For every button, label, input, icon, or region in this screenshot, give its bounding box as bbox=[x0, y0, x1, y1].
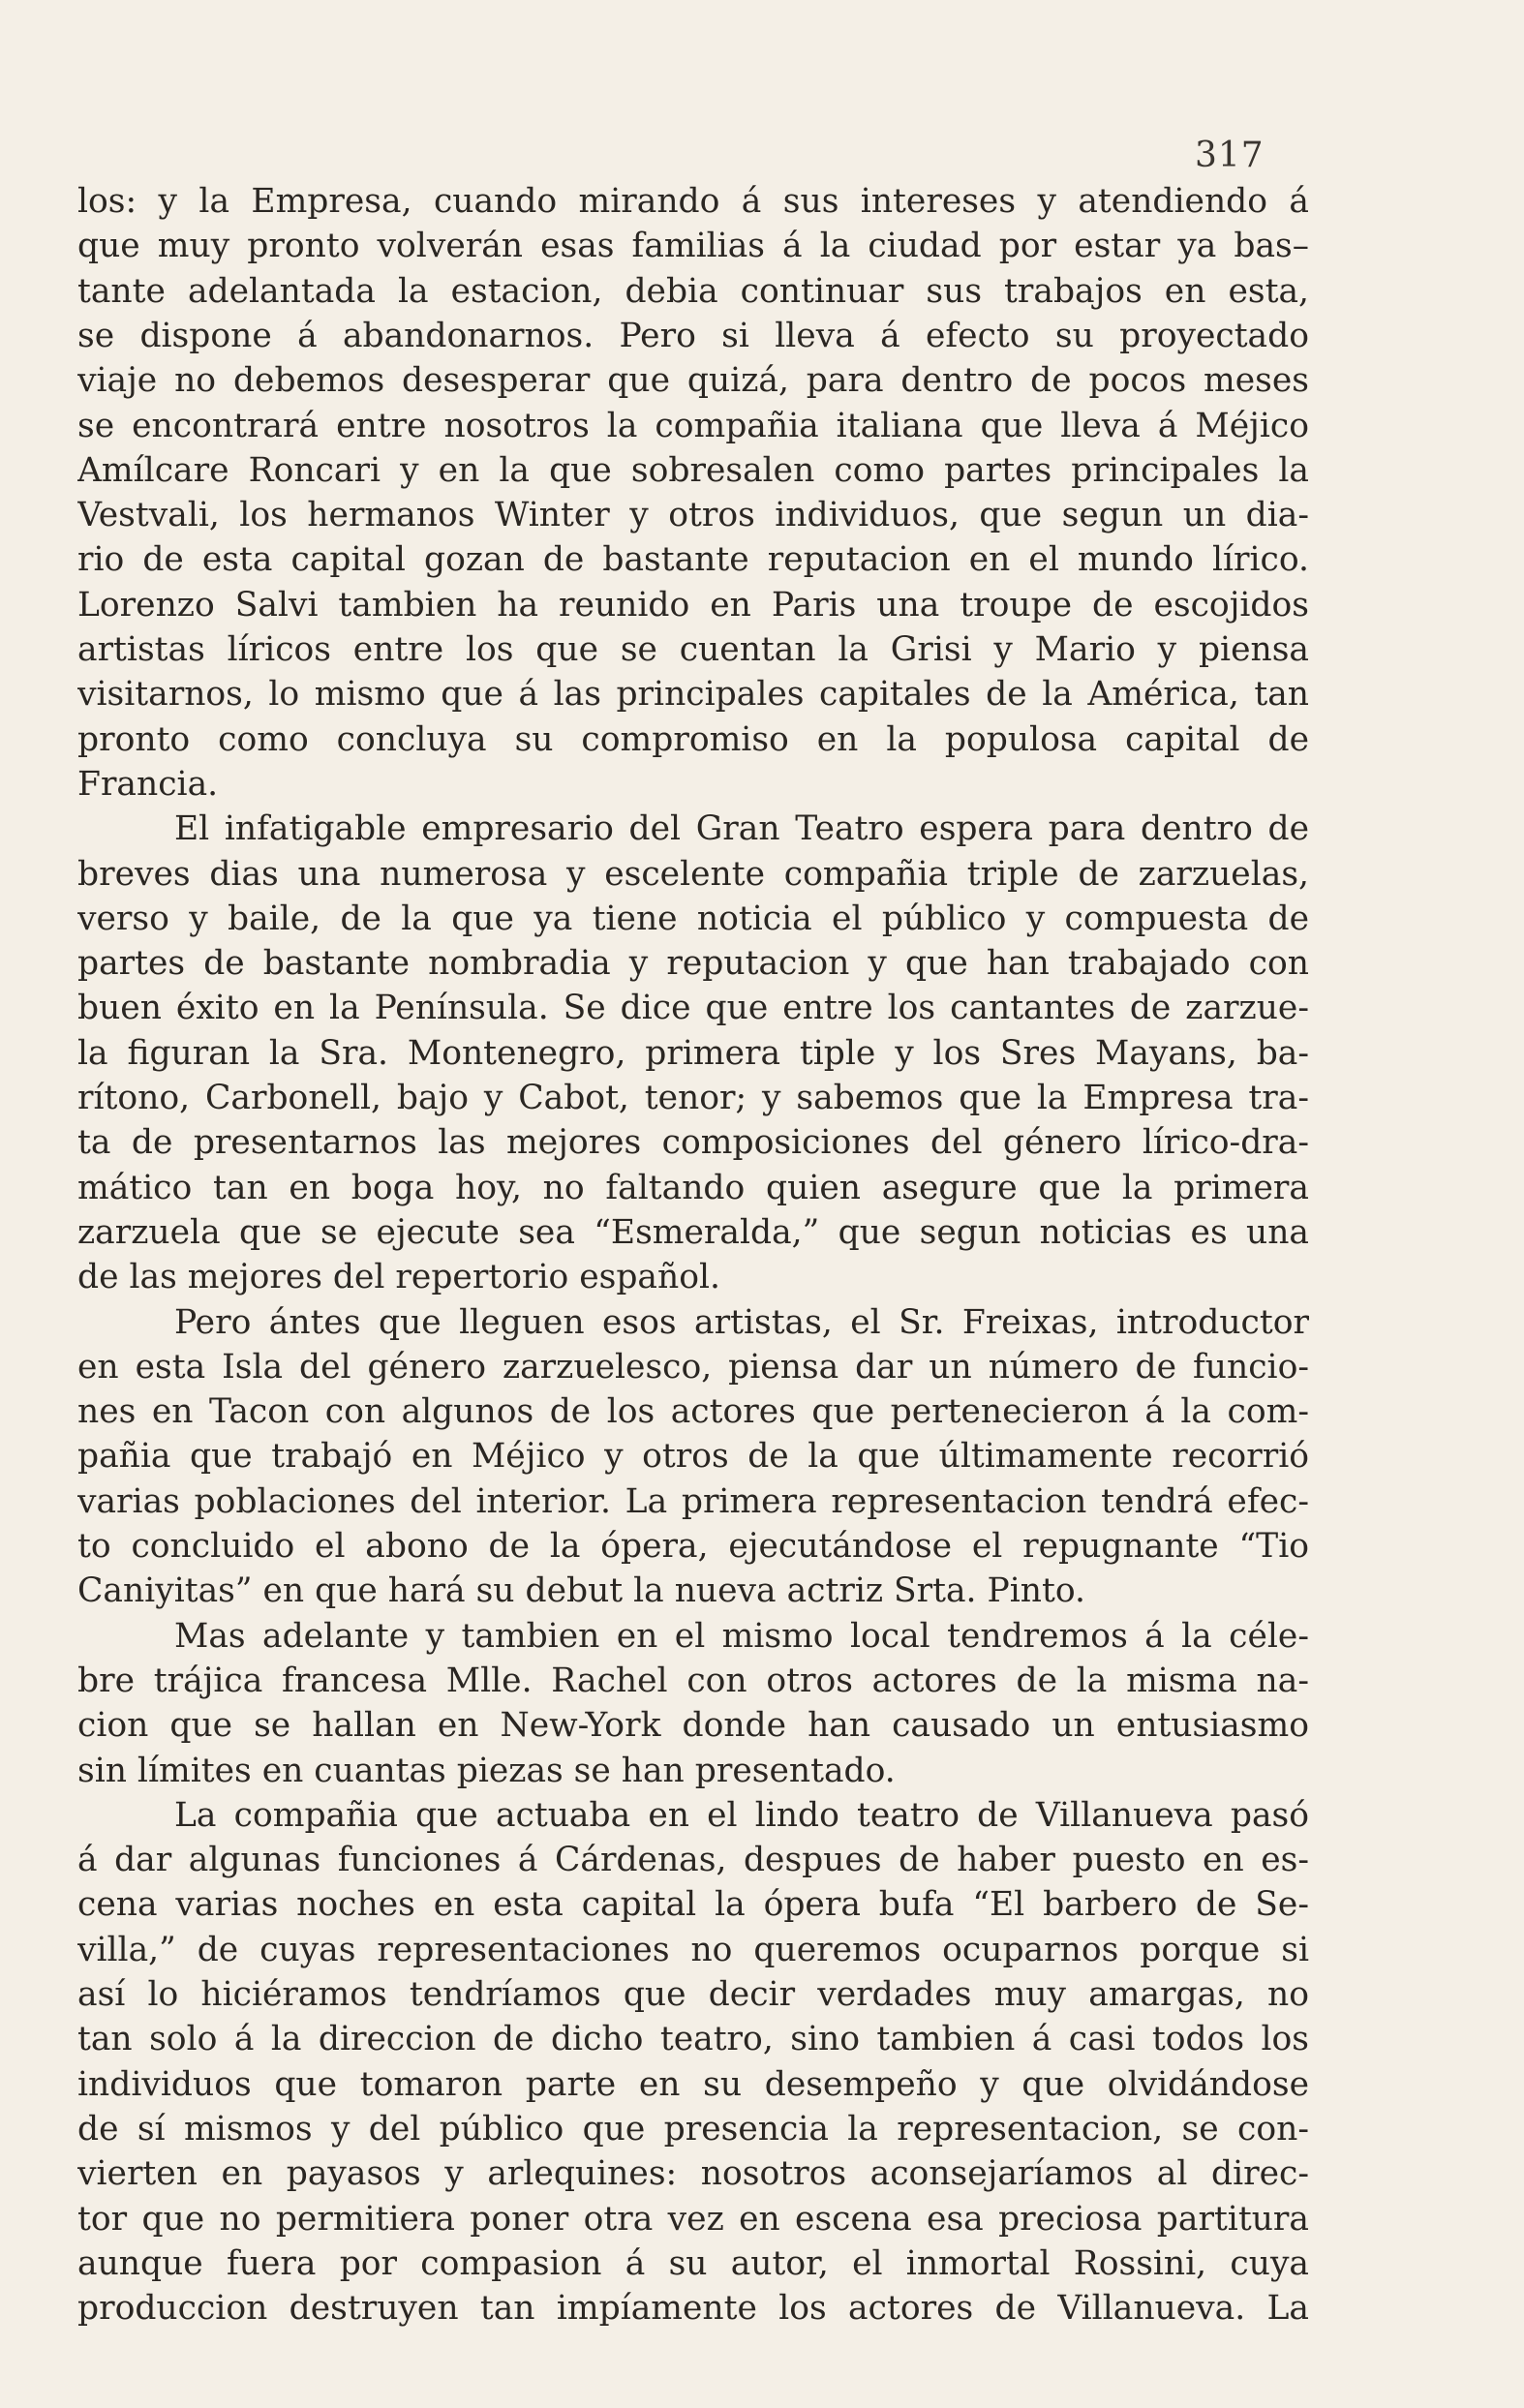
text-line: cena varias noches en esta capital la ópera bufa “El barbero de Se- bbox=[77, 1885, 1309, 1925]
text-line: to concluido el abono de la ópera, ejecutándose el repugnante “Tio bbox=[77, 1527, 1309, 1566]
text-line: Pero ántes que lleguen esos artistas, el Sr. Freixas, introductor bbox=[174, 1302, 1309, 1342]
text-line: la figuran la Sra. Montenegro, primera tiple y los Sres Mayans, ba- bbox=[77, 1033, 1309, 1073]
text-line: tan solo á la direccion de dicho teatro, sino tambien á casi todos los bbox=[77, 2020, 1309, 2059]
text-line: breves dias una numerosa y escelente compañia triple de zarzuelas, bbox=[77, 854, 1309, 894]
text-line: artistas líricos entre los que se cuentan la Grisi y Mario y piensa bbox=[77, 630, 1309, 669]
text-line: buen éxito en la Península. Se dice que entre los cantantes de zarzue- bbox=[77, 989, 1309, 1028]
text-line: visitarnos, lo mismo que á las principales capitales de la América, tan bbox=[77, 675, 1309, 715]
text-line: varias poblaciones del interior. La primera representacion tendrá efec- bbox=[77, 1481, 1309, 1521]
text-line: vierten en payasos y arlequines: nosotros aconsejaríamos al direc- bbox=[77, 2154, 1309, 2194]
text-line: que muy pronto volverán esas familias á la ciudad por estar ya bas– bbox=[77, 227, 1309, 266]
text-line: mático tan en boga hoy, no faltando quien asegure que la primera bbox=[77, 1168, 1309, 1207]
text-line: los: y la Empresa, cuando mirando á sus intereses y atendiendo á bbox=[77, 182, 1309, 221]
text-line: Mas adelante y tambien en el mismo local tendremos á la céle- bbox=[174, 1616, 1309, 1656]
page-number: 317 bbox=[1195, 136, 1265, 175]
text-line: verso y baile, de la que ya tiene noticia el público y compuesta de bbox=[77, 899, 1309, 938]
text-line: viaje no debemos desesperar que quizá, para dentro de pocos meses bbox=[77, 361, 1309, 401]
text-line: nes en Tacon con algunos de los actores que pertenecieron á la com- bbox=[77, 1392, 1309, 1432]
text-line: se dispone á abandonarnos. Pero si lleva á efecto su proyectado bbox=[77, 316, 1309, 355]
text-line: se encontrará entre nosotros la compañia italiana que lleva á Méjico bbox=[77, 406, 1309, 445]
text-line: tor que no permitiera poner otra vez en escena esa preciosa partitura bbox=[77, 2199, 1309, 2239]
text-line: así lo hiciéramos tendríamos que decir verdades muy amargas, no bbox=[77, 1975, 1309, 2014]
text-line: Francia. bbox=[77, 764, 219, 804]
text-line: pañia que trabajó en Méjico y otros de la que últimamente recorrió bbox=[77, 1437, 1309, 1477]
text-line: El infatigable empresario del Gran Teatro espera para dentro de bbox=[174, 809, 1309, 849]
text-line: sin límites en cuantas piezas se han presentado. bbox=[77, 1751, 896, 1790]
text-line: partes de bastante nombradia y reputacion y que han trabajado con bbox=[77, 944, 1309, 984]
text-line: Amílcare Roncari y en la que sobresalen como partes principales la bbox=[77, 450, 1309, 490]
text-line: de las mejores del repertorio español. bbox=[77, 1258, 720, 1297]
text-line: cion que se hallan en New-York donde han causado un entusiasmo bbox=[77, 1706, 1309, 1746]
text-line: Lorenzo Salvi tambien ha reunido en Paris una troupe de escojidos bbox=[77, 585, 1309, 625]
text-line: de sí mismos y del público que presencia la representacion, se con- bbox=[77, 2109, 1309, 2149]
text-line: en esta Isla del género zarzuelesco, piensa dar un número de funcio- bbox=[77, 1347, 1309, 1387]
text-line: ta de presentarnos las mejores composiciones del género lírico-dra- bbox=[77, 1123, 1309, 1163]
text-line: individuos que tomaron parte en su desempeño y que olvidándose bbox=[77, 2064, 1309, 2104]
text-line: rio de esta capital gozan de bastante reputacion en el mundo lírico. bbox=[77, 540, 1309, 580]
text-line: zarzuela que se ejecute sea “Esmeralda,” que segun noticias es una bbox=[77, 1212, 1309, 1252]
text-line: pronto como concluya su compromiso en la populosa capital de bbox=[77, 719, 1309, 759]
text-line: aunque fuera por compasion á su autor, el inmortal Rossini, cuya bbox=[77, 2243, 1309, 2283]
text-line: bre trájica francesa Mlle. Rachel con otros actores de la misma na- bbox=[77, 1661, 1309, 1700]
text-line: produccion destruyen tan impíamente los actores de Villanueva. La bbox=[77, 2289, 1309, 2329]
text-line: rítono, Carbonell, bajo y Cabot, tenor; y sabemos que la Empresa tra- bbox=[77, 1079, 1309, 1117]
text-line: villa,” de cuyas representaciones no queremos ocuparnos porque si bbox=[77, 1930, 1309, 1969]
text-line: Vestvali, los hermanos Winter y otros individuos, que segun un dia- bbox=[77, 496, 1309, 535]
text-line: Caniyitas” en que hará su debut la nueva actriz Srta. Pinto. bbox=[77, 1571, 1085, 1611]
text-line: tante adelantada la estacion, debia continuar sus trabajos en esta, bbox=[77, 271, 1309, 311]
text-line: La compañia que actuaba en el lindo teatro de Villanueva pasó bbox=[174, 1795, 1309, 1835]
text-line: á dar algunas funciones á Cárdenas, despues de haber puesto en es- bbox=[77, 1841, 1309, 1880]
